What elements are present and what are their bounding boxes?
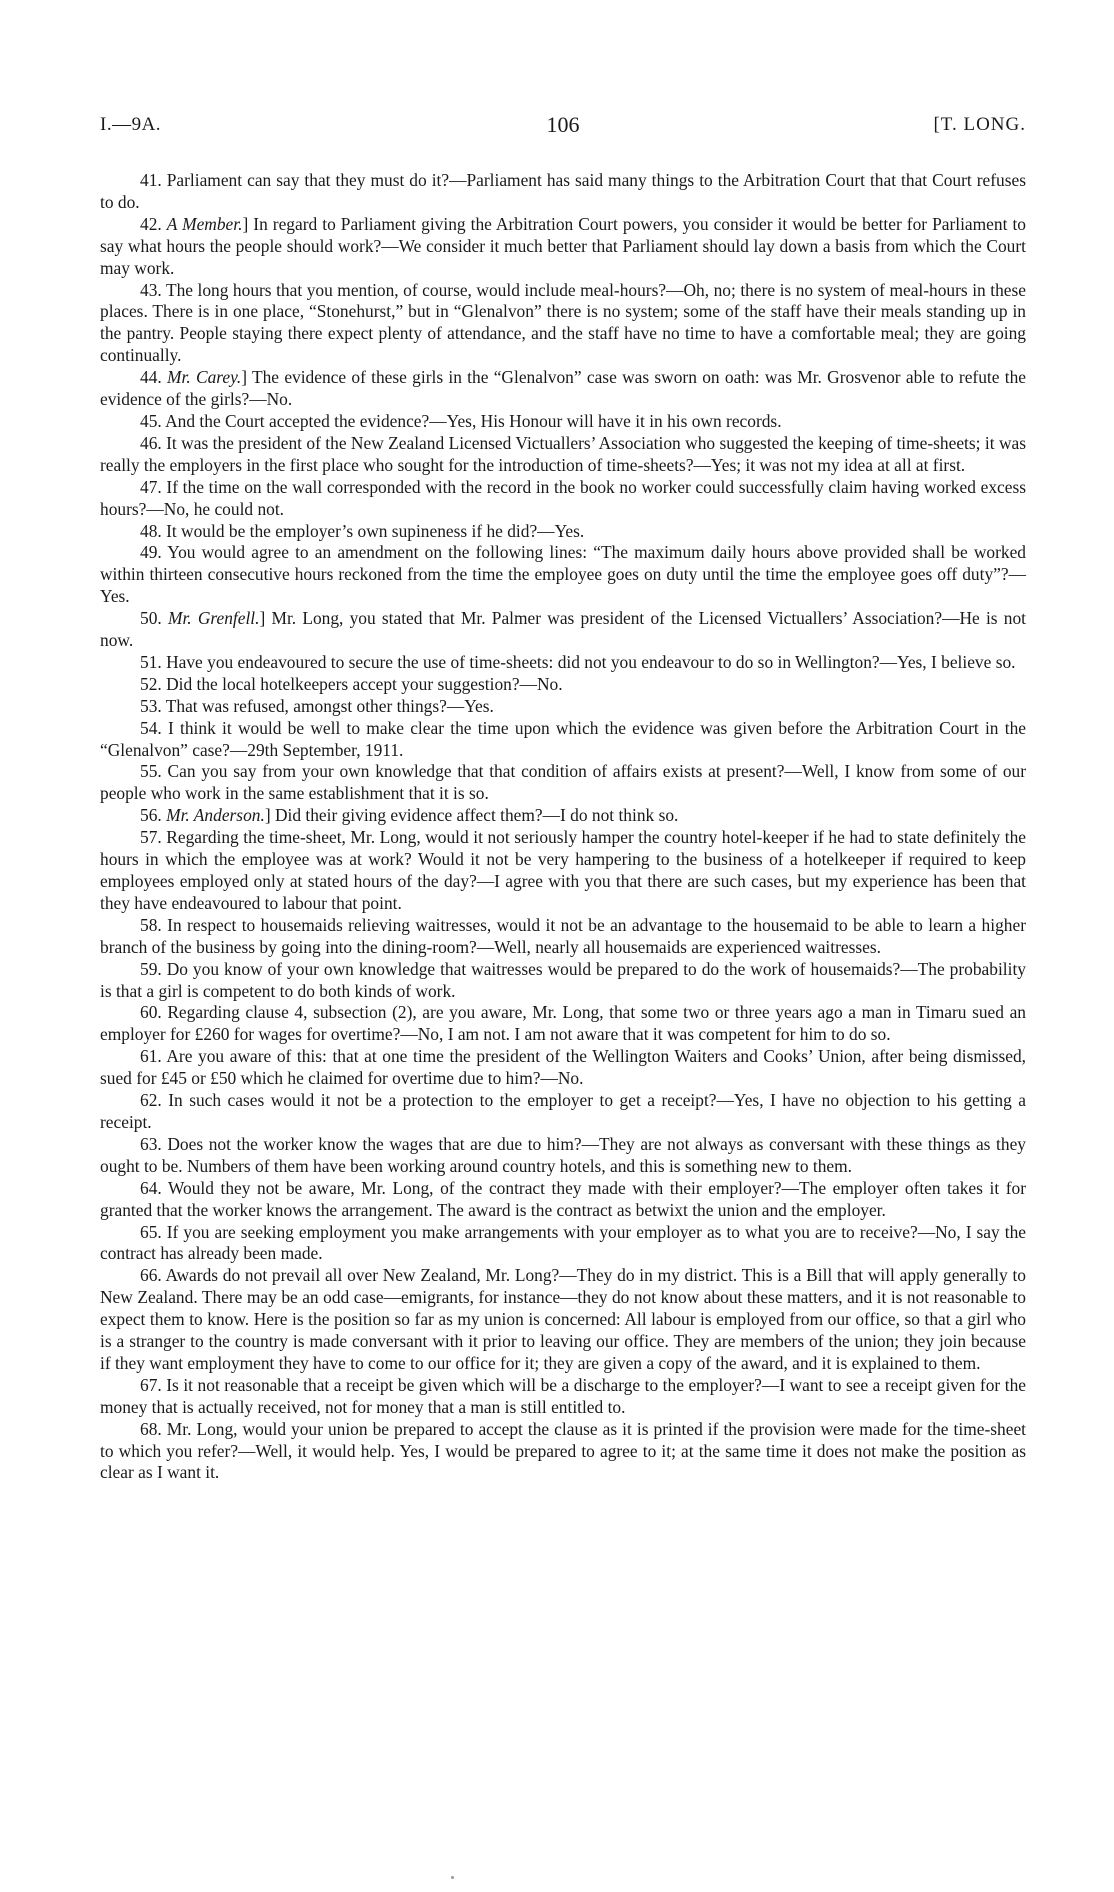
paragraph-number: 42. [140,213,167,234]
question-answer-paragraph [100,1375,1026,1419]
paragraph-number: 44. [140,367,168,388]
page-header [100,114,1026,144]
question-answer-paragraph [100,674,1026,696]
question-answer-paragraph [100,1090,1026,1134]
paragraph-text: ] Did their giving evidence affect them?—I do not think so. [264,805,679,826]
paragraph-text: 64. Would they not be aware, Mr. Long, of the contract they made with their employer?—The employer often takes it for granted that the worker knows the arrangement. The award is the contract as betwixt the union and the employer. [100,1177,1026,1220]
question-answer-paragraph [100,1046,1026,1090]
paragraph-text: 62. In such cases would it not be a protection to the employer to get a receipt?—Yes, I have no objection to his getting a receipt. [100,1090,1026,1132]
paragraph-text: 53. That was refused, amongst other things?—Yes. [140,695,494,716]
paragraph-number: 56. [140,805,167,826]
question-answer-paragraph [100,805,1026,827]
question-answer-paragraph [100,542,1026,608]
paragraph-text: 68. Mr. Long, would your union be prepared to accept the clause as it is printed if the provision were made for the time-sheet to which you refer?—Well, it would help. Yes, I would be prepared to agree to it; at the same time it does not make the position as clear as I want it. [100,1418,1026,1483]
question-answer-paragraph [100,521,1026,543]
paragraph-number: 50. [140,608,168,629]
paragraph-text: 65. If you are seeking employment you make arrangements with your employer as to what you are to receive?—No, I say the contract has already been made. [100,1221,1026,1264]
paragraph-text: ] In regard to Parliament giving the Arbitration Court powers, you consider it would be better for Parliament to say what hours the people should work?—We consider it much better that Parliament should lay down a basis from which the Court may work. [100,213,1026,278]
paragraph-text: 55. Can you say from your own knowledge that that condition of affairs exists at present?—Well, I know from some of our people who work in the same establishment that it is so. [100,761,1026,804]
paragraph-text: 58. In respect to housemaids relieving waitresses, would it not be an advantage to the housemaid to be able to learn a higher branch of the business by going into the dining-room?—Well, nearly all housemaids are experienced waitresses. [100,914,1026,957]
paragraph-text: 45. And the Court accepted the evidence?—Yes, His Honour will have it in his own records. [140,410,782,431]
speaker-name: A Member. [166,213,243,234]
document-body [100,170,1026,1484]
paragraph-text: 41. Parliament can say that they must do it?—Parliament has said many things to the Arbitration Court that that Court refuses to do. [100,170,1026,212]
question-answer-paragraph [100,280,1026,368]
paragraph-text: 54. I think it would be well to make clear the time upon which the evidence was given before the Arbitration Court in the “Glenalvon” case?—29th September, 1911. [100,717,1026,760]
paragraph-text: 57. Regarding the time-sheet, Mr. Long, would it not seriously hamper the country hotel-keeper if he had to state definitely the hours in which the employee was at work? Would it not be very hampering to the business of a hotelkeeper if required to keep employees employed only at stated hours of the day?—I agree with you that there are such cases, but my experience has been that they have endeavoured to labour that point. [100,827,1026,913]
question-answer-paragraph [100,1134,1026,1178]
question-answer-paragraph [100,1265,1026,1375]
paragraph-text: 60. Regarding clause 4, subsection (2), are you aware, Mr. Long, that some two or three years ago a man in Timaru sued an employer for £260 for wages for overtime?—No, I am not. I am not aware that it was competent for him to do so. [100,1002,1026,1045]
question-answer-paragraph [100,827,1026,915]
page-number: 106 [546,112,580,137]
question-answer-paragraph [100,1419,1026,1485]
speaker-name: Mr. Grenfell. [167,608,260,629]
document-reference: I.—9A. [100,114,162,135]
question-answer-paragraph [100,1222,1026,1266]
paragraph-text: 52. Did the local hotelkeepers accept your suggestion?—No. [140,673,563,694]
question-answer-paragraph [100,367,1026,411]
question-answer-paragraph [100,761,1026,805]
paragraph-text: 59. Do you know of your own knowledge that waitresses would be prepared to do the work of housemaids?—The probability is that a girl is competent to do both kinds of work. [100,958,1026,1001]
question-answer-paragraph [100,915,1026,959]
paragraph-text: 61. Are you aware of this: that at one time the president of the Wellington Waiters and Cooks’ Union, after being dismissed, sued for £45 or £50 which he claimed for overtime due to him?—No. [100,1046,1026,1089]
paragraph-text: 66. Awards do not prevail all over New Zealand, Mr. Long?—They do in my district. This is a Bill that will apply generally to New Zealand. There may be an odd case—emigrants, for instance—they do not know about these matters, and it is not reasonable to expect them to know. Here is the position so far as my union is concerned: All labour is employed from our office, so that a girl who is a stranger to the country is made conversant with it prior to leaving our office. They are members of the union; they join because if they want employment they have to come to our office for it; they are given a copy of the award, and it is explained to them. [100,1265,1026,1373]
question-answer-paragraph [100,718,1026,762]
page-mark [451,1876,454,1879]
paragraph-text: 63. Does not the worker know the wages that are due to him?—They are not always as conversant with these things as they ought to be. Numbers of them have been working around country hotels, and this is something new to them. [100,1133,1026,1176]
paragraph-text: 47. If the time on the wall corresponded with the record in the book no worker could successfully claim having worked excess hours?—No, he could not. [100,476,1026,519]
paragraph-text: ] Mr. Long, you stated that Mr. Palmer was president of the Licensed Victuallers’ Association?—He is not now. [100,608,1026,651]
witness-name: [T. LONG. [933,114,1026,135]
question-answer-paragraph [100,696,1026,718]
paragraph-text: ] The evidence of these girls in the “Glenalvon” case was sworn on oath: was Mr. Grosvenor able to refute the evidence of the girls?—No. [100,367,1026,410]
paragraph-text: 51. Have you endeavoured to secure the use of time-sheets: did not you endeavour to do so in Wellington?—Yes, I believe so. [140,651,1016,672]
question-answer-paragraph [100,1002,1026,1046]
question-answer-paragraph [100,959,1026,1003]
paragraph-text: 48. It would be the employer’s own supineness if he did?—Yes. [140,520,585,541]
paragraph-text: 67. Is it not reasonable that a receipt be given which will be a discharge to the employer?—I want to see a receipt given for the money that is actually received, not for money that a man is still entitled to. [100,1374,1026,1417]
speaker-name: Mr. Anderson. [166,805,265,826]
question-answer-paragraph [100,652,1026,674]
question-answer-paragraph [100,170,1026,214]
question-answer-paragraph [100,477,1026,521]
question-answer-paragraph [100,411,1026,433]
paragraph-text: 49. You would agree to an amendment on the following lines: “The maximum daily hours above provided shall be worked within thirteen consecutive hours reckoned from the time the employee goes on duty until the time the employee goes off duty”?—Yes. [100,542,1026,607]
question-answer-paragraph [100,214,1026,280]
paragraph-text: 43. The long hours that you mention, of course, would include meal-hours?—Oh, no; there is no system of meal-hours in these places. There is in one place, “Stonehurst,” but in “Glenalvon” there is no system; some of the staff have their meals standing up in the pantry. People staying there expect plenty of attendance, and the staff have no time to have a comfortable meal; they are going continually. [100,279,1026,366]
question-answer-paragraph [100,608,1026,652]
question-answer-paragraph [100,433,1026,477]
question-answer-paragraph [100,1178,1026,1222]
paragraph-text: 46. It was the president of the New Zealand Licensed Victuallers’ Association who suggested the keeping of time-sheets; it was really the employers in the first place who sought for the introduction of time-sheets?—Yes; it was not my idea at all at first. [100,432,1026,475]
speaker-name: Mr. Carey. [167,367,242,388]
